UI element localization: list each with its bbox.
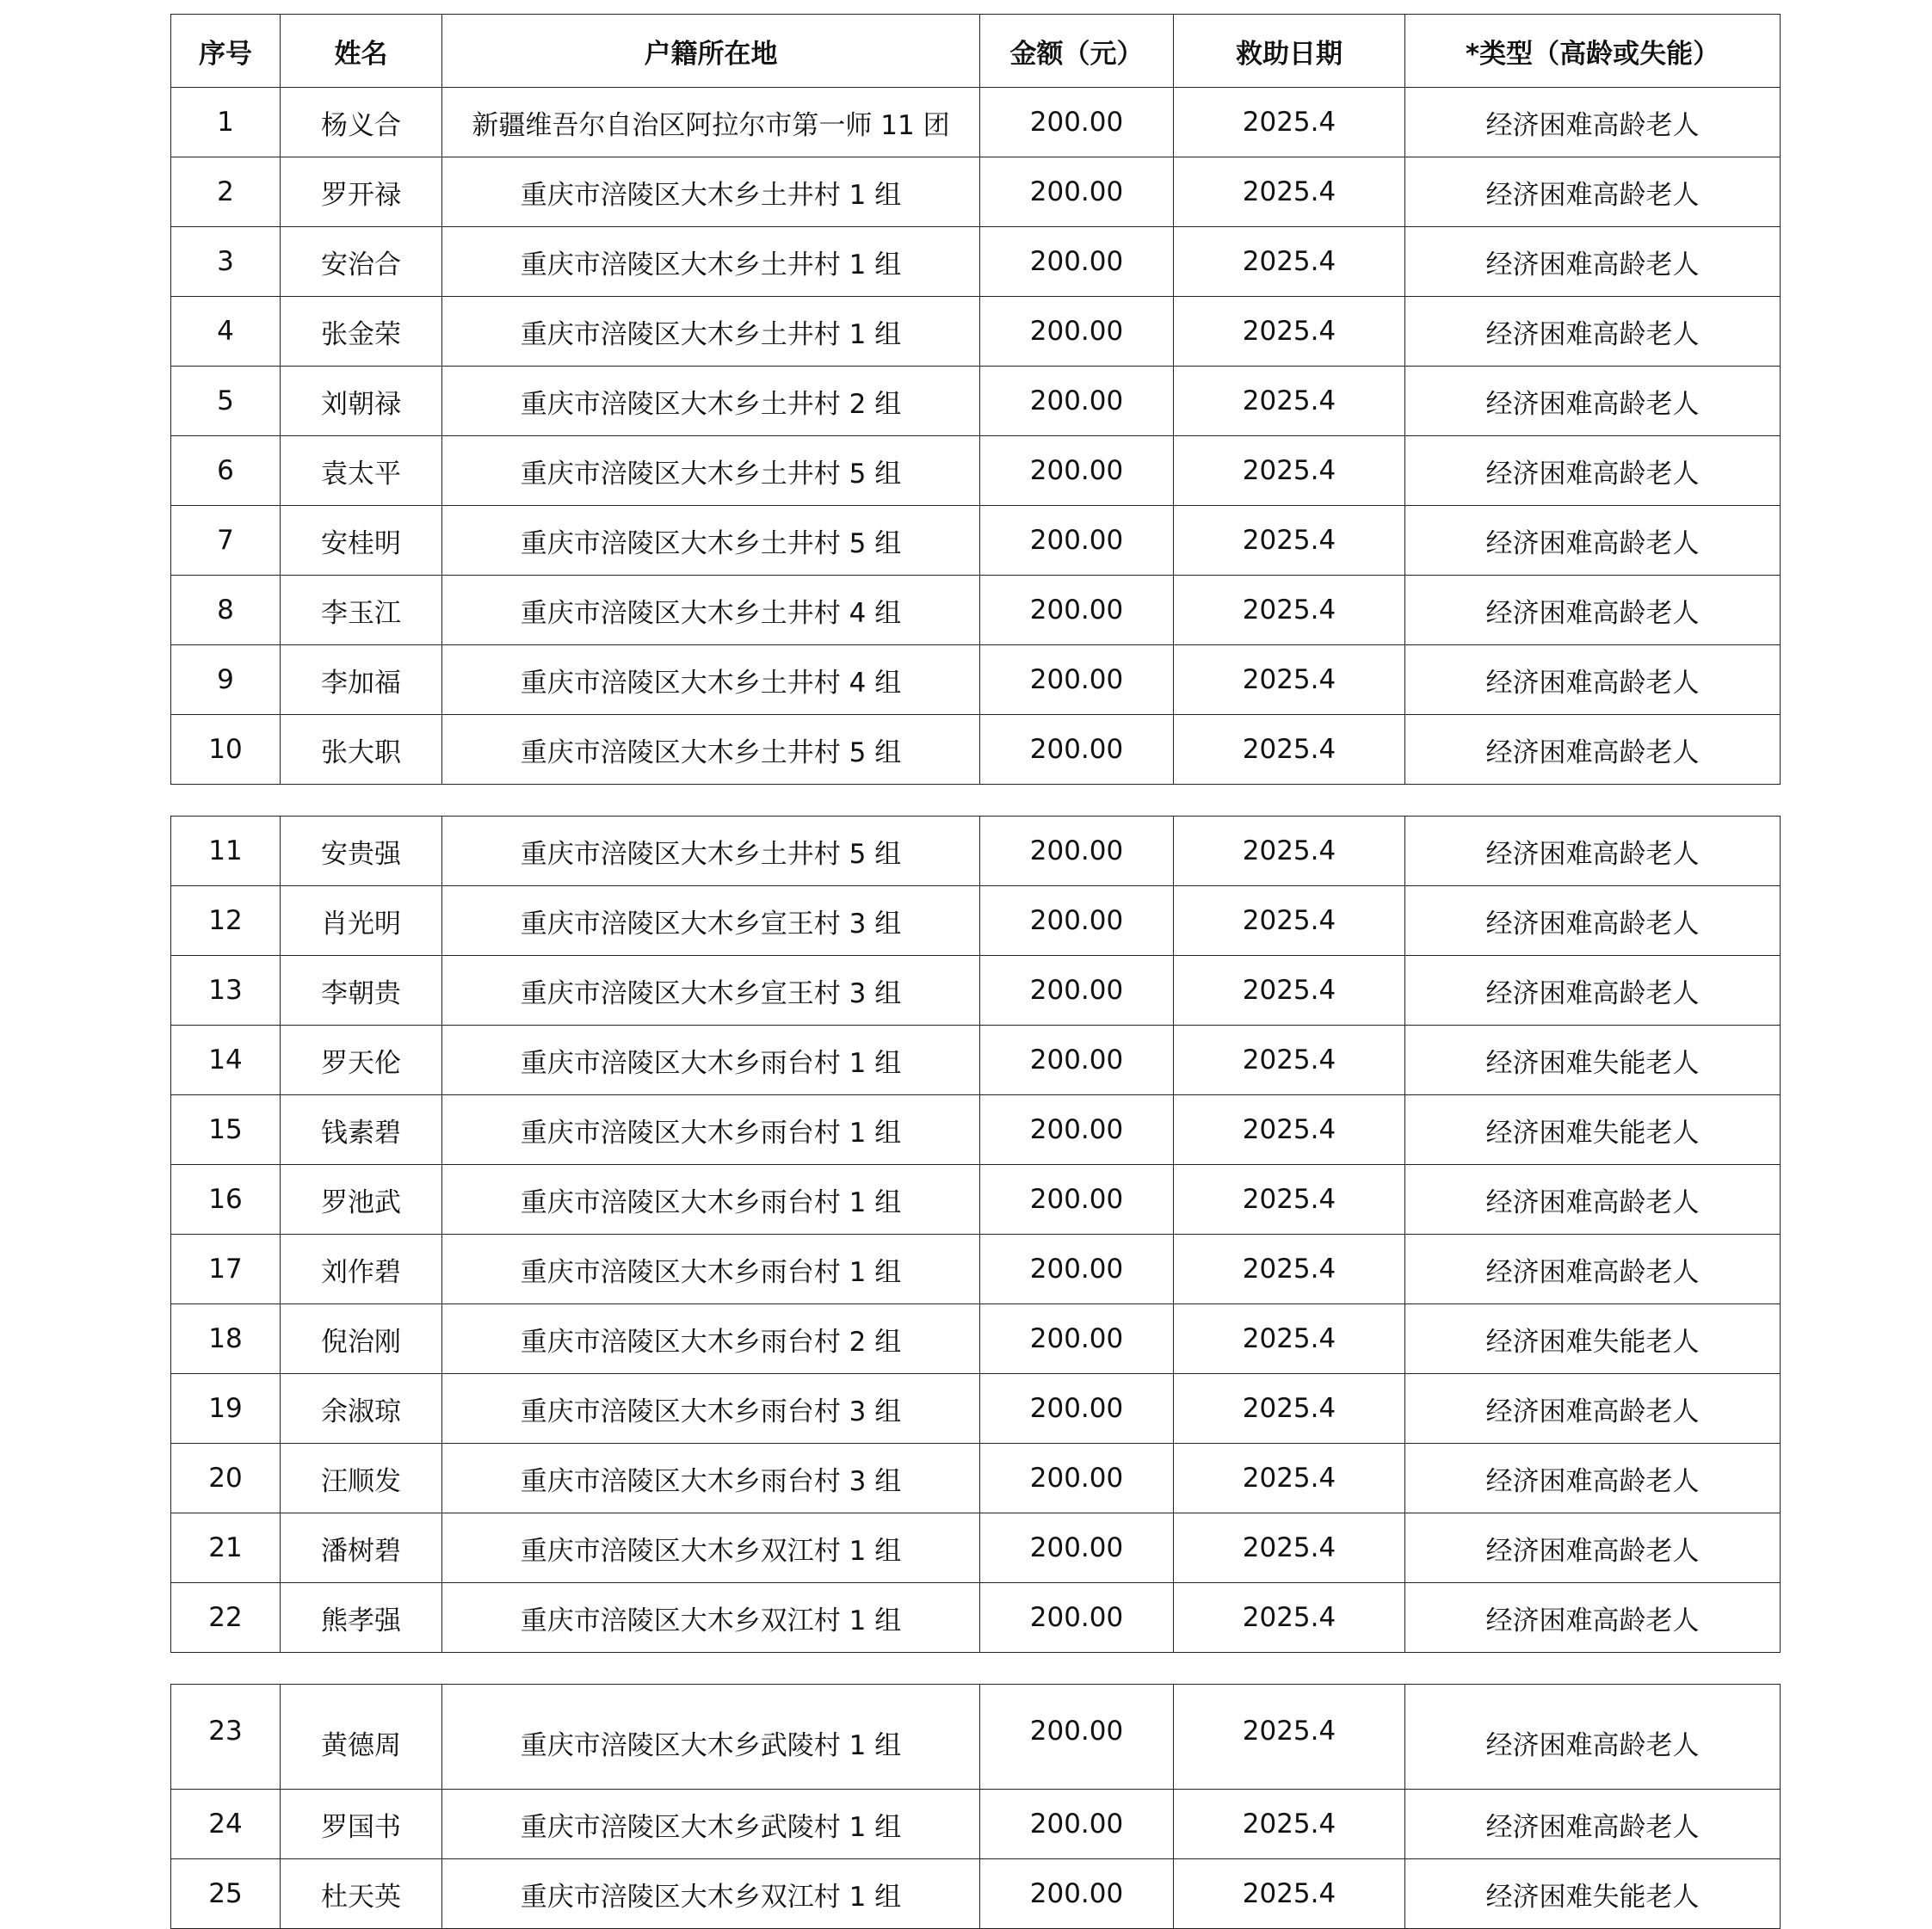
cell-name: 刘朝禄	[281, 367, 442, 436]
cell-type: 经济困难高龄老人	[1405, 1374, 1781, 1444]
cell-date: 2025.4	[1174, 367, 1405, 436]
cell-residence: 重庆市涪陵区大木乡土井村 4 组	[442, 645, 980, 715]
cell-amount: 200.00	[980, 817, 1174, 886]
cell-residence: 重庆市涪陵区大木乡土井村 5 组	[442, 436, 980, 506]
cell-serial: 12	[171, 886, 281, 956]
cell-residence: 重庆市涪陵区大木乡宣王村 3 组	[442, 956, 980, 1026]
cell-serial: 23	[171, 1685, 281, 1790]
table-row	[171, 817, 1781, 886]
cell-amount: 200.00	[980, 956, 1174, 1026]
cell-type: 经济困难高龄老人	[1405, 1513, 1781, 1583]
cell-name: 安桂明	[281, 506, 442, 576]
cell-residence: 重庆市涪陵区大木乡雨台村 3 组	[442, 1374, 980, 1444]
cell-name: 黄德周	[281, 1685, 442, 1790]
cell-name: 杨义合	[281, 88, 442, 157]
cell-amount: 200.00	[980, 1304, 1174, 1374]
cell-type: 经济困难高龄老人	[1405, 436, 1781, 506]
cell-residence: 重庆市涪陵区大木乡武陵村 1 组	[442, 1685, 980, 1790]
table-row	[171, 88, 1781, 157]
cell-serial: 3	[171, 227, 281, 297]
cell-name: 李朝贵	[281, 956, 442, 1026]
table-row	[171, 1304, 1781, 1374]
cell-date: 2025.4	[1174, 1235, 1405, 1304]
cell-type: 经济困难高龄老人	[1405, 1235, 1781, 1304]
table-row	[171, 297, 1781, 367]
table-row	[171, 645, 1781, 715]
cell-amount: 200.00	[980, 886, 1174, 956]
cell-amount: 200.00	[980, 1685, 1174, 1790]
cell-type: 经济困难高龄老人	[1405, 297, 1781, 367]
table-row	[171, 1095, 1781, 1165]
cell-serial: 2	[171, 157, 281, 227]
table-row	[171, 886, 1781, 956]
table-row	[171, 436, 1781, 506]
cell-amount: 200.00	[980, 645, 1174, 715]
cell-amount: 200.00	[980, 1165, 1174, 1235]
header-date: 救助日期	[1174, 15, 1405, 88]
relief-table-segment-1	[170, 14, 1781, 785]
cell-residence: 重庆市涪陵区大木乡雨台村 1 组	[442, 1235, 980, 1304]
cell-name: 张大职	[281, 715, 442, 785]
cell-residence: 重庆市涪陵区大木乡雨台村 1 组	[442, 1095, 980, 1165]
cell-residence: 重庆市涪陵区大木乡宣王村 3 组	[442, 886, 980, 956]
cell-serial: 5	[171, 367, 281, 436]
cell-amount: 200.00	[980, 1583, 1174, 1653]
table-row	[171, 956, 1781, 1026]
cell-date: 2025.4	[1174, 1374, 1405, 1444]
cell-type: 经济困难高龄老人	[1405, 817, 1781, 886]
cell-name: 罗天伦	[281, 1026, 442, 1095]
cell-name: 张金荣	[281, 297, 442, 367]
table-row	[171, 367, 1781, 436]
cell-name: 李玉江	[281, 576, 442, 645]
cell-amount: 200.00	[980, 1095, 1174, 1165]
table-row	[171, 227, 1781, 297]
cell-name: 肖光明	[281, 886, 442, 956]
cell-name: 汪顺发	[281, 1444, 442, 1513]
cell-amount: 200.00	[980, 1235, 1174, 1304]
table-row	[171, 1026, 1781, 1095]
cell-name: 安治合	[281, 227, 442, 297]
cell-type: 经济困难高龄老人	[1405, 576, 1781, 645]
cell-serial: 19	[171, 1374, 281, 1444]
cell-amount: 200.00	[980, 1513, 1174, 1583]
table-row	[171, 1513, 1781, 1583]
cell-date: 2025.4	[1174, 436, 1405, 506]
cell-residence: 重庆市涪陵区大木乡武陵村 1 组	[442, 1790, 980, 1859]
cell-type: 经济困难高龄老人	[1405, 715, 1781, 785]
cell-residence: 新疆维吾尔自治区阿拉尔市第一师 11 团	[442, 88, 980, 157]
table-row	[171, 1235, 1781, 1304]
table-header-row	[171, 15, 1781, 88]
cell-date: 2025.4	[1174, 1790, 1405, 1859]
cell-serial: 21	[171, 1513, 281, 1583]
cell-type: 经济困难高龄老人	[1405, 1790, 1781, 1859]
cell-date: 2025.4	[1174, 1165, 1405, 1235]
cell-date: 2025.4	[1174, 1513, 1405, 1583]
table-row	[171, 576, 1781, 645]
cell-amount: 200.00	[980, 1026, 1174, 1095]
cell-date: 2025.4	[1174, 1304, 1405, 1374]
cell-date: 2025.4	[1174, 1444, 1405, 1513]
cell-residence: 重庆市涪陵区大木乡土井村 1 组	[442, 297, 980, 367]
cell-serial: 11	[171, 817, 281, 886]
cell-date: 2025.4	[1174, 645, 1405, 715]
cell-residence: 重庆市涪陵区大木乡双江村 1 组	[442, 1583, 980, 1653]
cell-serial: 13	[171, 956, 281, 1026]
cell-residence: 重庆市涪陵区大木乡土井村 1 组	[442, 157, 980, 227]
cell-serial: 24	[171, 1790, 281, 1859]
cell-residence: 重庆市涪陵区大木乡土井村 5 组	[442, 506, 980, 576]
cell-type: 经济困难高龄老人	[1405, 1685, 1781, 1790]
cell-residence: 重庆市涪陵区大木乡雨台村 1 组	[442, 1165, 980, 1235]
cell-serial: 25	[171, 1859, 281, 1929]
cell-date: 2025.4	[1174, 576, 1405, 645]
cell-name: 钱素碧	[281, 1095, 442, 1165]
cell-name: 刘作碧	[281, 1235, 442, 1304]
cell-residence: 重庆市涪陵区大木乡土井村 5 组	[442, 817, 980, 886]
cell-date: 2025.4	[1174, 715, 1405, 785]
table-row	[171, 1685, 1781, 1790]
cell-serial: 20	[171, 1444, 281, 1513]
cell-name: 倪治刚	[281, 1304, 442, 1374]
cell-name: 安贵强	[281, 817, 442, 886]
cell-type: 经济困难高龄老人	[1405, 1583, 1781, 1653]
cell-serial: 16	[171, 1165, 281, 1235]
cell-amount: 200.00	[980, 715, 1174, 785]
cell-name: 熊孝强	[281, 1583, 442, 1653]
cell-name: 罗池武	[281, 1165, 442, 1235]
table-row	[171, 157, 1781, 227]
cell-residence: 重庆市涪陵区大木乡雨台村 1 组	[442, 1026, 980, 1095]
cell-type: 经济困难高龄老人	[1405, 1165, 1781, 1235]
cell-amount: 200.00	[980, 297, 1174, 367]
header-serial: 序号	[171, 15, 281, 88]
table-row	[171, 1859, 1781, 1929]
cell-type: 经济困难高龄老人	[1405, 506, 1781, 576]
cell-serial: 1	[171, 88, 281, 157]
cell-amount: 200.00	[980, 1444, 1174, 1513]
cell-serial: 7	[171, 506, 281, 576]
cell-type: 经济困难高龄老人	[1405, 367, 1781, 436]
cell-type: 经济困难失能老人	[1405, 1859, 1781, 1929]
cell-name: 罗国书	[281, 1790, 442, 1859]
cell-residence: 重庆市涪陵区大木乡双江村 1 组	[442, 1859, 980, 1929]
cell-name: 杜天英	[281, 1859, 442, 1929]
cell-type: 经济困难失能老人	[1405, 1304, 1781, 1374]
cell-date: 2025.4	[1174, 227, 1405, 297]
cell-date: 2025.4	[1174, 886, 1405, 956]
cell-amount: 200.00	[980, 88, 1174, 157]
header-residence: 户籍所在地	[442, 15, 980, 88]
cell-amount: 200.00	[980, 576, 1174, 645]
cell-date: 2025.4	[1174, 1685, 1405, 1790]
cell-type: 经济困难失能老人	[1405, 1026, 1781, 1095]
cell-type: 经济困难高龄老人	[1405, 227, 1781, 297]
cell-name: 余淑琼	[281, 1374, 442, 1444]
cell-amount: 200.00	[980, 1374, 1174, 1444]
cell-amount: 200.00	[980, 506, 1174, 576]
cell-type: 经济困难高龄老人	[1405, 1444, 1781, 1513]
cell-serial: 10	[171, 715, 281, 785]
header-amount: 金额（元）	[980, 15, 1174, 88]
table-row	[171, 1790, 1781, 1859]
cell-amount: 200.00	[980, 367, 1174, 436]
table-row	[171, 1374, 1781, 1444]
cell-serial: 9	[171, 645, 281, 715]
cell-residence: 重庆市涪陵区大木乡雨台村 3 组	[442, 1444, 980, 1513]
cell-serial: 14	[171, 1026, 281, 1095]
cell-serial: 18	[171, 1304, 281, 1374]
cell-date: 2025.4	[1174, 297, 1405, 367]
cell-date: 2025.4	[1174, 1026, 1405, 1095]
cell-date: 2025.4	[1174, 506, 1405, 576]
cell-type: 经济困难高龄老人	[1405, 88, 1781, 157]
relief-table-segment-2	[170, 816, 1781, 1653]
cell-date: 2025.4	[1174, 1583, 1405, 1653]
header-name: 姓名	[281, 15, 442, 88]
cell-serial: 8	[171, 576, 281, 645]
cell-amount: 200.00	[980, 1859, 1174, 1929]
table-row	[171, 506, 1781, 576]
cell-serial: 22	[171, 1583, 281, 1653]
cell-serial: 15	[171, 1095, 281, 1165]
cell-type: 经济困难高龄老人	[1405, 157, 1781, 227]
cell-residence: 重庆市涪陵区大木乡土井村 2 组	[442, 367, 980, 436]
cell-date: 2025.4	[1174, 157, 1405, 227]
cell-type: 经济困难高龄老人	[1405, 956, 1781, 1026]
cell-residence: 重庆市涪陵区大木乡土井村 4 组	[442, 576, 980, 645]
cell-date: 2025.4	[1174, 956, 1405, 1026]
table-row	[171, 1165, 1781, 1235]
cell-amount: 200.00	[980, 227, 1174, 297]
cell-residence: 重庆市涪陵区大木乡土井村 1 组	[442, 227, 980, 297]
cell-date: 2025.4	[1174, 1095, 1405, 1165]
cell-date: 2025.4	[1174, 1859, 1405, 1929]
cell-serial: 17	[171, 1235, 281, 1304]
cell-date: 2025.4	[1174, 88, 1405, 157]
cell-type: 经济困难高龄老人	[1405, 886, 1781, 956]
cell-amount: 200.00	[980, 1790, 1174, 1859]
cell-serial: 6	[171, 436, 281, 506]
cell-name: 罗开禄	[281, 157, 442, 227]
relief-table-segment-3	[170, 1684, 1781, 1929]
cell-amount: 200.00	[980, 436, 1174, 506]
cell-type: 经济困难高龄老人	[1405, 645, 1781, 715]
cell-name: 袁太平	[281, 436, 442, 506]
table-row	[171, 1444, 1781, 1513]
cell-residence: 重庆市涪陵区大木乡土井村 5 组	[442, 715, 980, 785]
cell-type: 经济困难失能老人	[1405, 1095, 1781, 1165]
cell-name: 潘树碧	[281, 1513, 442, 1583]
cell-name: 李加福	[281, 645, 442, 715]
cell-residence: 重庆市涪陵区大木乡雨台村 2 组	[442, 1304, 980, 1374]
table-row	[171, 715, 1781, 785]
cell-serial: 4	[171, 297, 281, 367]
cell-residence: 重庆市涪陵区大木乡双江村 1 组	[442, 1513, 980, 1583]
cell-amount: 200.00	[980, 157, 1174, 227]
header-type: *类型（高龄或失能）	[1405, 15, 1781, 88]
cell-date: 2025.4	[1174, 817, 1405, 886]
table-row	[171, 1583, 1781, 1653]
